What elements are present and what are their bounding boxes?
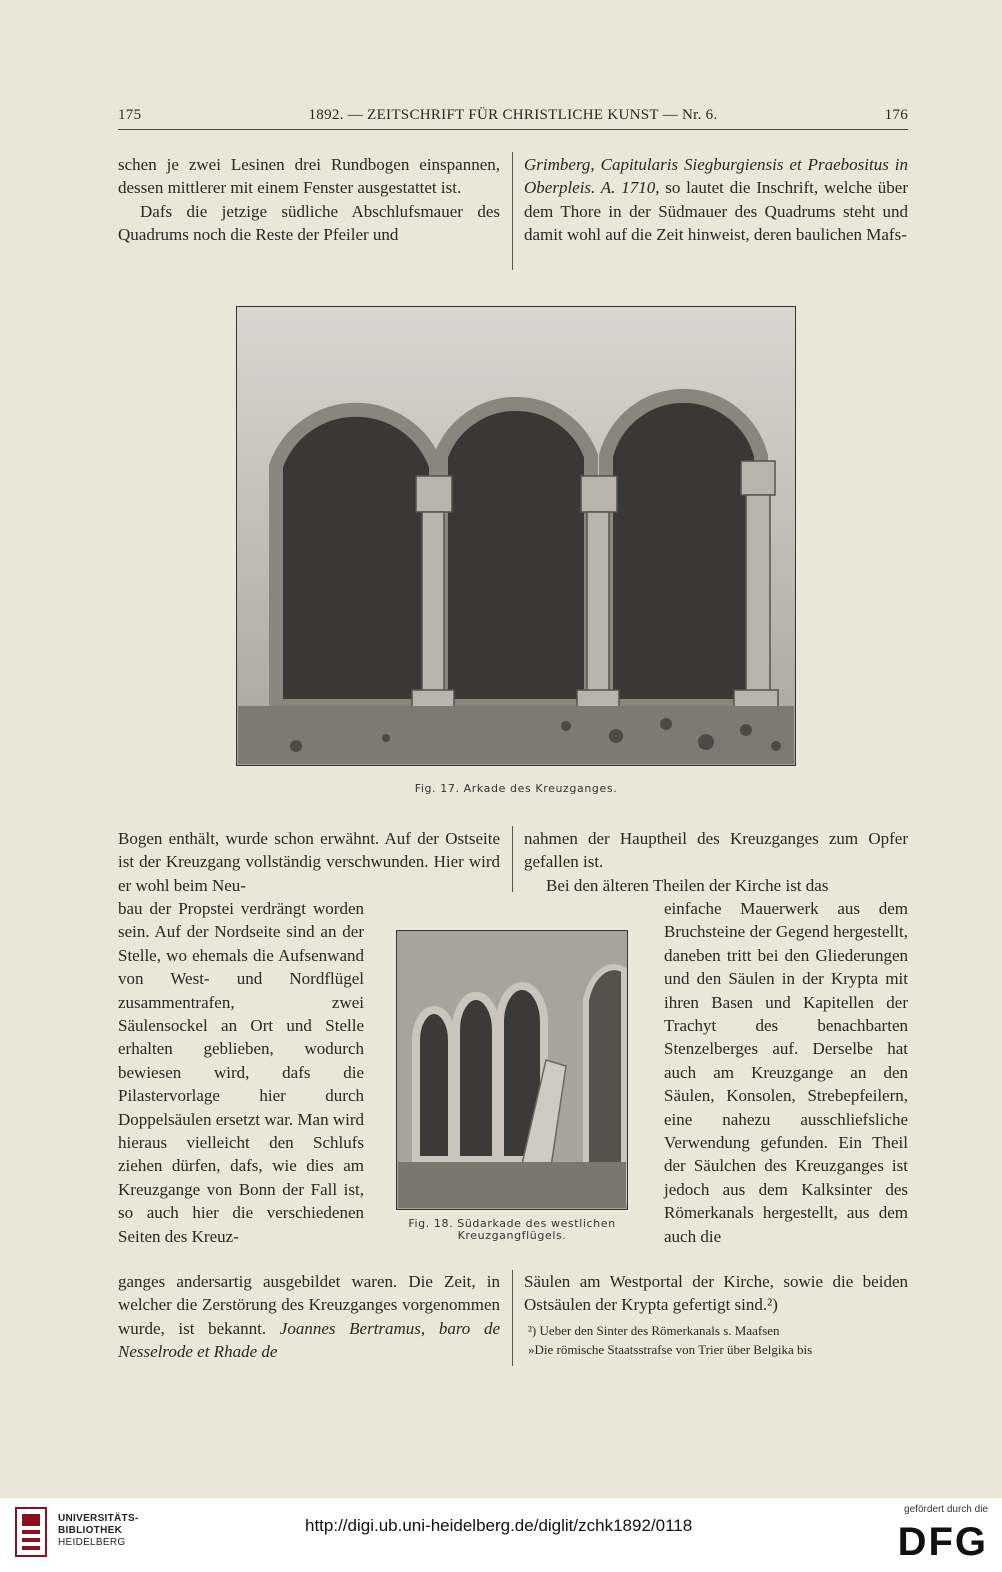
top-left-column	[118, 153, 500, 247]
caption-line: Kreuzgangflügels.	[457, 1229, 567, 1242]
page-number-right: 176	[884, 107, 908, 123]
inscription-italic: Grimberg, Capitularis Siegburgiensis et Praebositus in Oberpleis. A. 1710,	[524, 155, 908, 198]
paragraph: Bei den älteren Theilen der Kirche ist das	[546, 875, 829, 895]
south-arcade-photograph	[396, 930, 628, 1210]
figure-18-photo	[396, 930, 628, 1210]
figure-18-caption	[396, 1218, 628, 1242]
arcade-photograph	[236, 306, 796, 766]
dfg-logo: DFG	[897, 1520, 988, 1564]
paragraph	[524, 153, 908, 247]
permalink-url[interactable]: http://digi.ub.uni-heidelberg.de/diglit/zchk1892/0118	[305, 1516, 693, 1535]
library-name-line: UNIVERSITÄTS-	[58, 1513, 139, 1524]
paragraph-text: so lautet die Inschrift, welche über dem Thore in der Südmauer des Quadrums steht und damit wohl auf die Zeit hinweist, deren baulichen Mafs-	[524, 178, 909, 245]
header-rule	[118, 129, 908, 130]
column-rule-lower	[512, 1270, 513, 1366]
bottom-right-narrow-text: einfache Mauerwerk aus dem Bruchsteine der Gegend hergestellt, daneben tritt bei den Gliederungen und den Säulen in der Krypta mit ihren Basen und Kapitellen der Trachyt des benachbarten Stenzelberges auf. Derselbe hat auch am Kreuzgange an den Säulen, Konsolen, Strebepfeilern, eine nahezu ausschliefsliche Verwendung gefunden. Ein Theil der Säulchen des Kreuzganges ist jedoch aus dem Kalksinter des Römerkanals hergestellt, aus dem auch die	[664, 899, 908, 1246]
bottom-right-wide-text-2: Säulen am Westportal der Kirche, sowie die beiden Ostsäulen der Krypta gefertigt sind.²)	[524, 1272, 908, 1315]
university-library-logo-icon	[14, 1506, 48, 1558]
journal-title: 1892. — ZEITSCHRIFT FÜR CHRISTLICHE KUNST — Nr. 6.	[308, 107, 718, 123]
paragraph: nahmen der Hauptheil des Kreuzganges zum Opfer gefallen ist.	[524, 829, 908, 872]
footnote-line: ²) Ueber den Sinter des Römerkanals s. Maafsen	[528, 1323, 780, 1338]
top-right-column	[524, 153, 908, 247]
figure-17-photo	[236, 306, 796, 766]
column-rule-top	[512, 152, 513, 270]
running-header	[118, 105, 908, 129]
bottom-left-wide-text: Bogen enthält, wurde schon erwähnt. Auf der Ostseite ist der Kreuzgang vollständig verschwunden. Hier wird er wohl beim Neu-	[118, 829, 500, 895]
figure-17-caption: Fig. 17. Arkade des Kreuzganges.	[414, 782, 618, 795]
footnote	[528, 1322, 908, 1359]
digitization-footer	[0, 1498, 1002, 1572]
paragraph-text: ganges andersartig ausgebildet waren. Die Zeit, in welcher die Zerstörung des Kreuzganges vorgenommen wurde, ist bekannt.	[118, 1272, 500, 1338]
caption-line: Fig. 18. Südarkade des westlichen	[408, 1217, 616, 1230]
library-name	[58, 1513, 139, 1549]
page-number-left: 175	[118, 107, 142, 123]
bottom-left-wide-text-2	[118, 1270, 500, 1364]
name-italic: Joannes Bertramus, baro de Nesselrode et Rhade de	[118, 1318, 500, 1362]
bottom-right-wide-text	[524, 827, 908, 897]
bottom-left-narrow-text: bau der Propstei verdrängt worden sein. Auf der Nordseite sind an der Stelle, wo ehemals die Aufsenwand von West- und Nordflügel zusammentrafen, zwei Säulensockel an Ort und Stelle erhalten geblieben, wodurch bewiesen wird, dafs die Pilastervorlage hier durch Doppelsäulen ersetzt war. Man wird hieraus vielleicht den Schlufs ziehen dürfen, dafs, wie dies am Kreuzgange von Bonn der Fall ist, so auch hier die verschiedenen Seiten des Kreuz-	[118, 899, 364, 1246]
paragraph: schen je zwei Lesinen drei Rundbogen einspannen, dessen mittlerer mit einem Fenster ausgestattet ist.	[118, 155, 500, 198]
library-name-line: BIBLIOTHEK	[58, 1525, 123, 1536]
paragraph: Dafs die jetzige südliche Abschlufsmauer des Quadrums noch die Reste der Pfeiler und	[118, 201, 500, 245]
column-rule-upper	[512, 826, 513, 892]
footnote-line: »Die römische Staatsstrafse von Trier über Belgika bis	[528, 1341, 813, 1357]
sponsor-note: gefördert durch die	[904, 1504, 988, 1515]
library-name-line: HEIDELBERG	[58, 1537, 126, 1548]
